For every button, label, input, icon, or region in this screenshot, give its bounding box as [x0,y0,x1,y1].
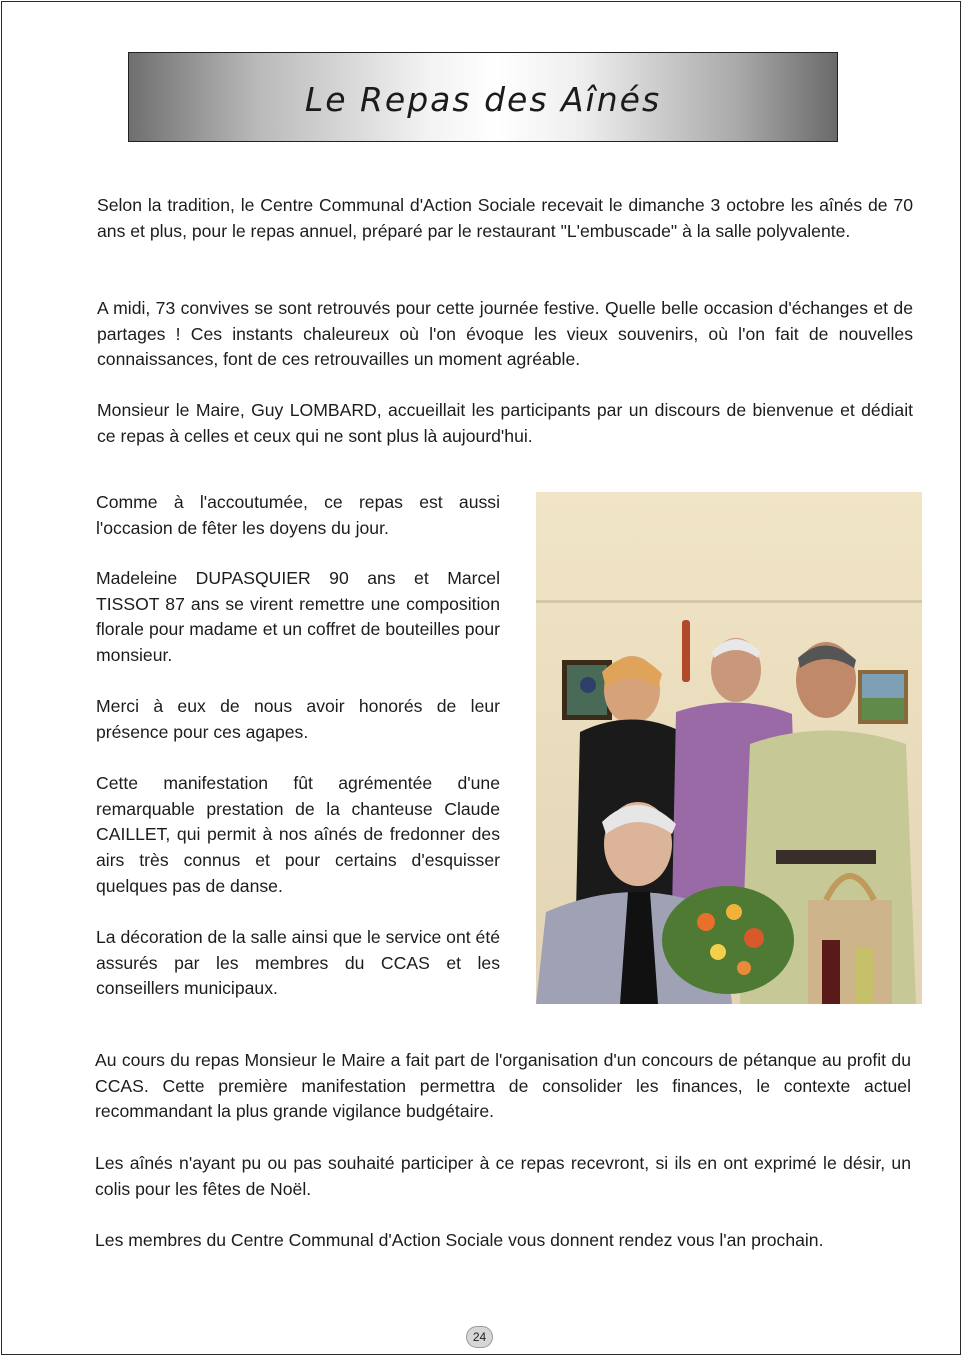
petanque-paragraph: Au cours du repas Monsieur le Maire a fait part de l'organisation d'un concours de pétanque au profit du CCAS. Cette première manifestation permettra de consolider les finances, le contexte actuel recommandant la plus grande vigilance budgétaire. [95,1050,911,1122]
madeleine-marcel-paragraph: Madeleine DUPASQUIER 90 ans et Marcel TISSOT 87 ans se virent remettre une composition florale pour madame et un coffret de bouteilles pour monsieur. [96,568,500,666]
page-title: Le Repas des Aînés [304,79,662,119]
title-banner [128,52,838,142]
merci-paragraph: Merci à eux de nous avoir honorés de leur présence pour ces agapes. [96,696,500,742]
closing-paragraph: Les membres du Centre Communal d'Action Sociale vous donnent rendez vous l'an prochain. [95,1230,824,1250]
intro-paragraph: Selon la tradition, le Centre Communal d'Action Sociale recevait le dimanche 3 octobre les aînés de 70 ans et plus, pour le repas annuel, préparé par le restaurant "L'embuscade" à la salle polyvalente. [97,195,913,241]
decoration-paragraph: La décoration de la salle ainsi que le service ont été assurés par les membres du CCAS et les conseillers municipaux. [96,927,500,999]
manifestation-paragraph: Cette manifestation fût agrémentée d'une remarquable prestation de la chanteuse Claude CAILLET, qui permit à nos aînés de fredonner des airs très connus et pour certains d'esquisser quelques pas de danse. [96,773,500,896]
page-number: 24 [466,1326,493,1348]
midi-paragraph: A midi, 73 convives se sont retrouvés pour cette journée festive. Quelle belle occasion d'échanges et de partages ! Ces instants chaleureux où l'on évoque les vieux souvenirs, où l'on fait de nouvelles connaissances, font de ces retrouvailles un moment agréable. [97,298,913,370]
doyens-paragraph: Comme à l'accoutumée, ce repas est aussi l'occasion de fêter les doyens du jour. [96,492,500,538]
group-photo [536,492,922,1004]
colis-paragraph: Les aînés n'ayant pu ou pas souhaité participer à ce repas recevront, si ils en ont exprimé le désir, un colis pour les fêtes de Noël. [95,1153,911,1199]
maire-paragraph: Monsieur le Maire, Guy LOMBARD, accueillait les participants par un discours de bienvenue et dédiait ce repas à celles et ceux qui ne sont plus là aujourd'hui. [97,400,913,446]
